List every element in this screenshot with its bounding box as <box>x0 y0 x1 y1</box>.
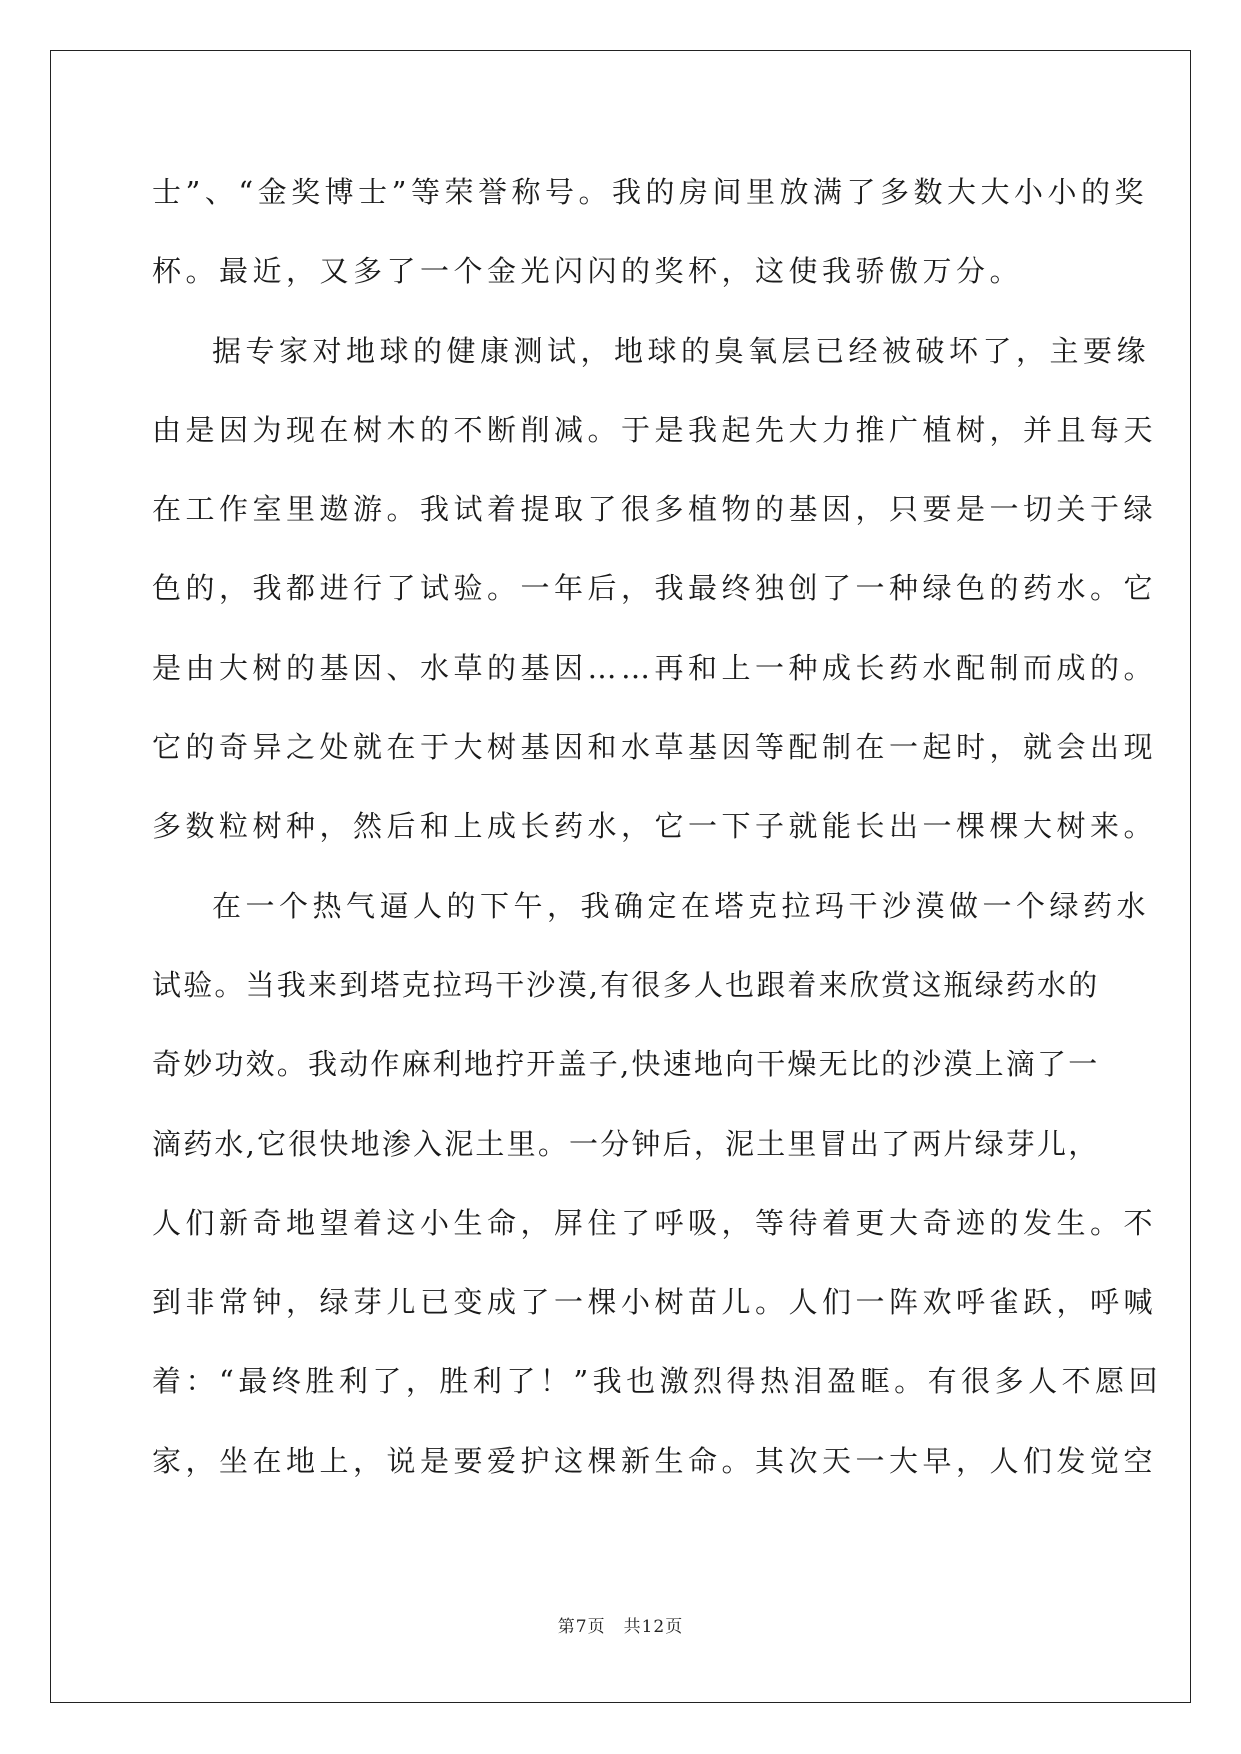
text-line: 多数粒树种，然后和上成长药水，它一下子就能长出一棵棵大树来。 <box>152 809 1158 844</box>
text-line: 色的，我都进行了试验。一年后，我最终独创了一种绿色的药水。它 <box>152 571 1158 606</box>
text-line: 在工作室里遨游。我试着提取了很多植物的基因，只要是一切关于绿 <box>152 492 1158 527</box>
text-line: 它的奇异之处就在于大树基因和水草基因等配制在一起时，就会出现 <box>152 730 1158 765</box>
text-line: 由是因为现在树木的不断削减。于是我起先大力推广植树，并且每天 <box>152 412 1158 447</box>
text-line: 滴药水,它很快地渗入泥土里。一分钟后，泥土里冒出了两片绿芽儿， <box>152 1126 1100 1161</box>
text-line: 着：“最终胜利了，胜利了！”我也激烈得热泪盈眶。有很多人不愿回 <box>152 1364 1163 1399</box>
page-number-footer: 第7页 共12页 <box>557 1617 684 1637</box>
text-line: 试验。当我来到塔克拉玛干沙漠,有很多人也跟着来欣赏这瓶绿药水的 <box>152 967 1100 1002</box>
text-line: 杯。最近，又多了一个金光闪闪的奖杯，这使我骄傲万分。 <box>152 254 1024 289</box>
text-line: 士”、“金奖博士”等荣誉称号。我的房间里放满了多数大大小小的奖 <box>152 175 1148 209</box>
text-line: 在一个热气逼人的下午，我确定在塔克拉玛干沙漠做一个绿药水 <box>212 888 1151 923</box>
text-line: 人们新奇地望着这小生命，屏住了呼吸，等待着更大奇迹的发生。不 <box>152 1205 1158 1240</box>
text-line: 是由大树的基因、水草的基因……再和上一种成长药水配制而成的。 <box>152 650 1158 685</box>
text-line: 家，坐在地上，说是要爱护这棵新生命。其次天一大早，人们发觉空 <box>152 1443 1158 1478</box>
text-line: 据专家对地球的健康测试，地球的臭氧层已经被破坏了，主要缘 <box>212 333 1151 368</box>
text-line: 奇妙功效。我动作麻利地拧开盖子,快速地向干燥无比的沙漠上滴了一 <box>152 1047 1100 1082</box>
text-line: 到非常钟，绿芽儿已变成了一棵小树苗儿。人们一阵欢呼雀跃，呼喊 <box>152 1285 1158 1320</box>
document-body <box>152 164 1163 1512</box>
